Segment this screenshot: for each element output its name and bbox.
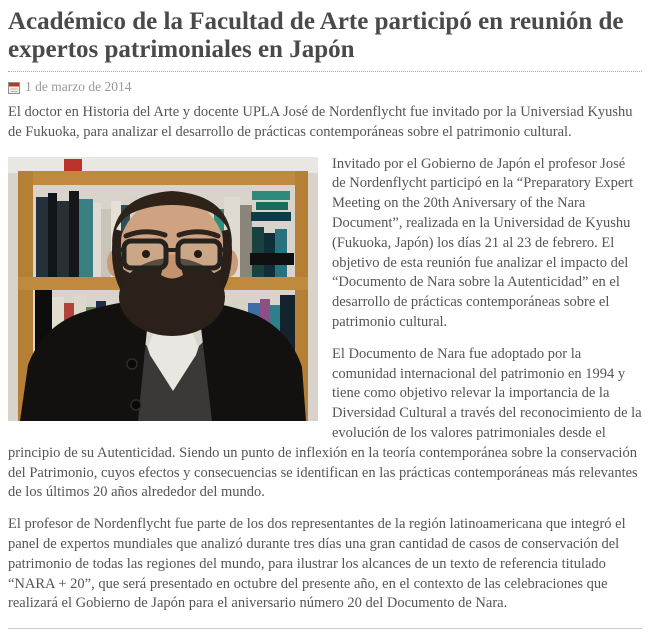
article-photo	[8, 157, 318, 421]
article-body	[8, 155, 642, 615]
calendar-icon	[8, 81, 20, 94]
paragraph-intro: El doctor en Historia del Arte y docente UPLA José de Nordenflycht fue invitado por la Universiad Kyushu de Fukuoka, para analizar el desarrollo de prácticas contemporáneas sobre el patrimonio cultural.	[8, 104, 633, 140]
article-date: 1 de marzo de 2014	[25, 79, 132, 94]
paragraph-panel: El profesor de Nordenflycht fue parte de los dos representantes de la región latinoamericana que integró el panel de expertos mundiales que analizó durante tres días una gran cantidad de casos de conservación del patrimonio de todas las regiones del mundo, para ilustrar los alcances de un texto de referencia titulado “NARA + 20”, que será presentado en octubre del presente año, en el contexto de las celebraciones que realizará el Gobierno de Japón para el aniversario número 20 del Documento de Nara.	[8, 516, 626, 612]
bottom-divider	[8, 628, 642, 629]
article-meta	[8, 79, 642, 95]
paragraph-meeting: Invitado por el Gobierno de Japón el profesor José de Nordenflycht participó en la “Preparatory Expert Meeting on the 20th Aniversary of the Nara Document”, realizada en la Universidad de Kyushu (Fukuoka, Japón) los días 21 al 23 de febrero. El objetivo de esta reunión fue analizar el impacto del “Documento de Nara sobre la Autenticidad” en el desarrollo de prácticas contemporáneas sobre el patrimonio cultural.	[332, 155, 634, 330]
paragraph-nara-document: El Documento de Nara fue adoptado por la comunidad internacional del patrimonio en 1994 y tiene como objetivo relevar la importancia de la Diversidad Cultural a través del reconocimiento de la evolución de los valores patrimoniales desde el principio de su Autenticidad. Siendo un punto de inflexión en la teoría contemporánea sobre la conservación del Patrimonio, cuyos efectos y consecuencias se identifican en las prácticas contemporáneas más relevantes de los últimos 20 años alrededor del mundo.	[8, 345, 642, 501]
article-title: Académico de la Facultad de Arte participó en reunión de expertos patrimoniales en Japón	[8, 8, 642, 72]
